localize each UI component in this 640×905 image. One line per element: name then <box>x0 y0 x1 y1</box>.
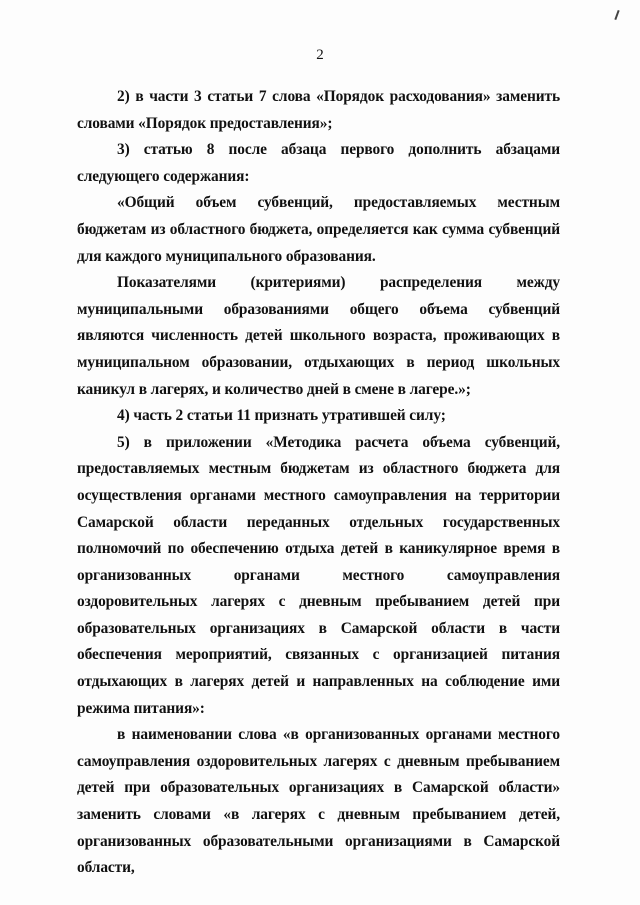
document-body <box>77 84 560 882</box>
paragraph-title-change: в наименовании слова «в организованных органами местного самоуправления оздоровительных лагерях с дневным пребыванием детей при образовательных организациях в Самарской области» заменить словами «в лагерях с дневным пребыванием детей, организованных образовательными организациями в Самарской области, <box>77 726 560 877</box>
paragraph-item-3: 3) статью 8 после абзаца первого дополнить абзацами следующего содержания: <box>77 141 560 185</box>
paragraph-subventions-total: «Общий объем субвенций, предоставляемых местным бюджетам из областного бюджета, определяется как сумма субвенций для каждого муниципального образования. <box>77 194 560 265</box>
paragraph-item-2: 2) в части 3 статьи 7 слова «Порядок расходования» заменить словами «Порядок предоставления»; <box>77 88 560 132</box>
scan-mark <box>614 10 619 20</box>
paragraph-item-4: 4) часть 2 статьи 11 признать утратившей силу; <box>117 407 446 425</box>
page-number: 2 <box>316 47 324 63</box>
paragraph-distribution-criteria: Показателями (критериями) распределения между муниципальными образованиями общего объема субвенций являются численность детей школьного возраста, проживающих в муниципальном образовании, отдыхающих в период школьных каникул в лагерях, и количество дней в смене в лагере.»; <box>77 274 560 398</box>
paragraph-item-5: 5) в приложении «Методика расчета объема субвенций, предоставляемых местным бюджетам из областного бюджета для осуществления органами местного самоуправления на территории Самарской области переданных отдельных государственных полномочий по обеспечению отдыха детей в каникулярное время в организованных органами местного самоуправления оздоровительных лагерях с дневным пребыванием детей при образовательных организациях в Самарской области в части обеспечения мероприятий, связанных с организацией питания отдыхающих в лагерях детей и направленных на соблюдение ими режима питания»: <box>77 433 560 717</box>
